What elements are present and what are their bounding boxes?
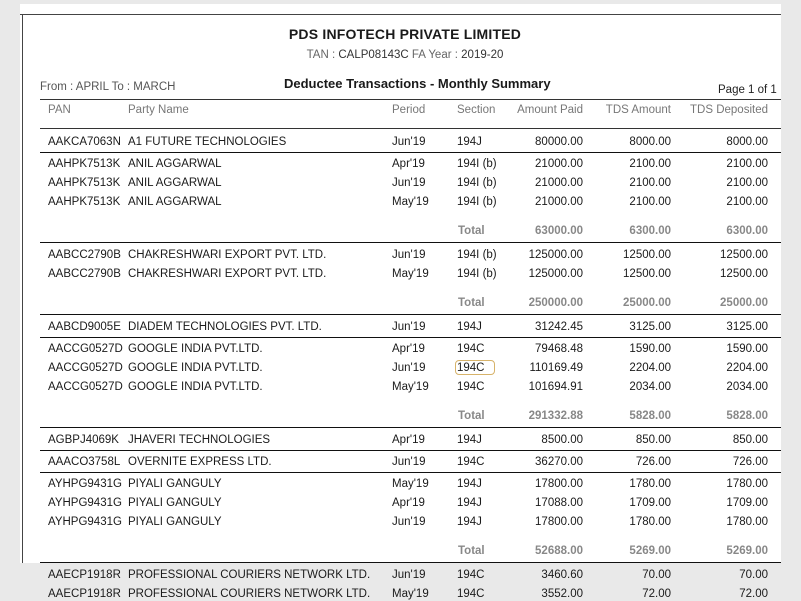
cell-section: 194C xyxy=(457,381,485,393)
cell-period: Jun'19 xyxy=(392,456,426,468)
cell-tds-deposited: 1780.00 xyxy=(726,516,768,528)
cell-pan: AAKCA7063N xyxy=(48,136,121,148)
cell-tds-deposited: 12500.00 xyxy=(720,249,768,261)
cell-party-name: ANIL AGGARWAL xyxy=(128,158,222,170)
cell-period: Apr'19 xyxy=(392,343,425,355)
total-label: Total xyxy=(458,297,485,309)
cell-tds-deposited: 1709.00 xyxy=(726,497,768,509)
cell-tds-deposited: 850.00 xyxy=(732,434,768,446)
cell-party-name: PIYALI GANGULY xyxy=(128,478,222,490)
cell-tds-amount: 12500.00 xyxy=(623,249,671,261)
cell-tds-deposited: 70.00 xyxy=(739,569,768,581)
cell-tds-amount: 72.00 xyxy=(642,588,671,600)
total-label: Total xyxy=(458,225,485,237)
cell-party-name: ANIL AGGARWAL xyxy=(128,177,222,189)
total-label: Total xyxy=(458,410,485,422)
header-col-pan: PAN xyxy=(48,104,71,116)
selected-cell-highlight[interactable] xyxy=(455,360,495,375)
cell-tds-deposited: 1590.00 xyxy=(726,343,768,355)
cell-pan: AYHPG9431G xyxy=(48,478,122,490)
total-tds-amount: 5269.00 xyxy=(629,545,671,557)
cell-tds-amount: 8000.00 xyxy=(629,136,671,148)
total-tds-deposited: 6300.00 xyxy=(726,225,768,237)
cell-section: 194J xyxy=(457,516,482,528)
cell-tds-amount: 2100.00 xyxy=(629,158,671,170)
cell-tds-amount: 2100.00 xyxy=(629,177,671,189)
cell-tds-amount: 2034.00 xyxy=(629,381,671,393)
tan-label: TAN : xyxy=(306,49,336,61)
cell-amount-paid: 21000.00 xyxy=(535,177,583,189)
cell-tds-deposited: 2100.00 xyxy=(726,177,768,189)
cell-pan: AACCG0527D xyxy=(48,362,123,374)
cell-section: 194J xyxy=(457,321,482,333)
tan-line xyxy=(20,49,790,61)
cell-tds-amount: 70.00 xyxy=(642,569,671,581)
header-top-rule xyxy=(40,99,788,100)
cell-pan: AYHPG9431G xyxy=(48,516,122,528)
total-tds-deposited: 25000.00 xyxy=(720,297,768,309)
cell-amount-paid: 21000.00 xyxy=(535,158,583,170)
cell-tds-amount: 850.00 xyxy=(635,434,671,446)
cell-section: 194I (b) xyxy=(457,249,497,261)
group-separator xyxy=(40,427,788,428)
cell-pan: AYHPG9431G xyxy=(48,497,122,509)
total-amount-paid: 250000.00 xyxy=(528,297,583,309)
cell-tds-deposited: 1780.00 xyxy=(726,478,768,490)
header-col-party-name: Party Name xyxy=(128,104,189,116)
cell-section: 194C xyxy=(457,588,485,600)
cell-pan: AAHPK7513K xyxy=(48,177,121,189)
cell-amount-paid: 101694.91 xyxy=(528,381,583,393)
cell-amount-paid: 3552.00 xyxy=(541,588,583,600)
cell-party-name: ANIL AGGARWAL xyxy=(128,196,222,208)
cell-party-name: JHAVERI TECHNOLOGIES xyxy=(128,434,271,446)
total-tds-deposited: 5269.00 xyxy=(726,545,768,557)
page-frame-left xyxy=(22,14,23,563)
report-title: Deductee Transactions - Monthly Summary xyxy=(284,76,551,91)
cell-party-name: GOOGLE INDIA PVT.LTD. xyxy=(128,343,263,355)
cell-amount-paid: 17088.00 xyxy=(535,497,583,509)
cell-tds-deposited: 2204.00 xyxy=(726,362,768,374)
cell-section: 194J xyxy=(457,497,482,509)
cell-tds-amount: 1780.00 xyxy=(629,516,671,528)
cell-period: May'19 xyxy=(392,478,429,490)
cell-period: Jun'19 xyxy=(392,177,426,189)
cell-pan: AAECP1918R xyxy=(48,569,121,581)
company-name: PDS INFOTECH PRIVATE LIMITED xyxy=(288,26,522,42)
header-col-section: Section xyxy=(457,104,496,116)
group-separator xyxy=(40,337,788,338)
cell-tds-amount: 726.00 xyxy=(635,456,671,468)
cell-tds-amount: 2204.00 xyxy=(629,362,671,374)
cell-pan: AAECP1918R xyxy=(48,588,121,600)
header-col-tds-amount: TDS Amount xyxy=(605,104,671,116)
cell-period: May'19 xyxy=(392,381,429,393)
cell-amount-paid: 80000.00 xyxy=(535,136,583,148)
cell-party-name: DIADEM TECHNOLOGIES PVT. LTD. xyxy=(128,321,322,333)
cell-pan: AABCD9005E xyxy=(48,321,121,333)
cell-amount-paid: 79468.48 xyxy=(535,343,583,355)
cell-period: Jun'19 xyxy=(392,136,426,148)
fy-label: FA Year : xyxy=(411,49,458,61)
cell-party-name: PIYALI GANGULY xyxy=(128,516,222,528)
cell-section: 194I (b) xyxy=(457,196,497,208)
group-separator xyxy=(40,450,788,451)
cell-amount-paid: 3460.60 xyxy=(541,569,583,581)
cell-tds-deposited: 2100.00 xyxy=(726,158,768,170)
cell-period: Apr'19 xyxy=(392,158,425,170)
total-amount-paid: 52688.00 xyxy=(535,545,583,557)
cell-pan: AABCC2790B xyxy=(48,249,121,261)
cell-period: Jun'19 xyxy=(392,569,426,581)
cell-period: Apr'19 xyxy=(392,497,425,509)
cell-tds-amount: 1709.00 xyxy=(629,497,671,509)
cell-amount-paid: 125000.00 xyxy=(528,249,583,261)
cell-tds-deposited: 12500.00 xyxy=(720,268,768,280)
cell-period: Jun'19 xyxy=(392,516,426,528)
cell-tds-amount: 1590.00 xyxy=(629,343,671,355)
cell-party-name: CHAKRESHWARI EXPORT PVT. LTD. xyxy=(128,268,327,280)
cell-section: 194C xyxy=(457,456,485,468)
cell-pan: AAHPK7513K xyxy=(48,158,121,170)
cell-tds-deposited: 72.00 xyxy=(739,588,768,600)
total-label: Total xyxy=(458,545,485,557)
cell-tds-amount: 12500.00 xyxy=(623,268,671,280)
group-separator xyxy=(40,314,788,315)
group-separator xyxy=(40,152,788,153)
cell-period: Jun'19 xyxy=(392,321,426,333)
cell-amount-paid: 8500.00 xyxy=(541,434,583,446)
cell-section: 194J xyxy=(457,434,482,446)
header-col-tds-deposited: TDS Deposited xyxy=(690,104,768,116)
cell-party-name: GOOGLE INDIA PVT.LTD. xyxy=(128,381,263,393)
cell-period: May'19 xyxy=(392,588,429,600)
total-amount-paid: 291332.88 xyxy=(528,410,583,422)
cell-tds-amount: 1780.00 xyxy=(629,478,671,490)
cell-tds-deposited: 2034.00 xyxy=(726,381,768,393)
cell-tds-amount: 3125.00 xyxy=(629,321,671,333)
cell-section: 194I (b) xyxy=(457,268,497,280)
cell-section: 194J xyxy=(457,136,482,148)
fy-value: 2019-20 xyxy=(461,49,504,61)
total-tds-amount: 5828.00 xyxy=(629,410,671,422)
cell-tds-deposited: 3125.00 xyxy=(726,321,768,333)
cell-amount-paid: 36270.00 xyxy=(535,456,583,468)
page-number: Page 1 of 1 xyxy=(718,84,777,96)
cell-pan: AGBPJ4069K xyxy=(48,434,119,446)
cell-pan: AACCG0527D xyxy=(48,343,123,355)
cell-pan: AACCG0527D xyxy=(48,381,123,393)
total-tds-amount: 25000.00 xyxy=(623,297,671,309)
group-separator xyxy=(40,472,788,473)
cell-section: 194C xyxy=(457,569,485,581)
cell-section: 194C xyxy=(457,343,485,355)
date-range: From : APRIL To : MARCH xyxy=(40,81,176,93)
cell-party-name: PROFESSIONAL COURIERS NETWORK LTD. xyxy=(128,569,371,581)
cell-period: Apr'19 xyxy=(392,434,425,446)
cell-amount-paid: 21000.00 xyxy=(535,196,583,208)
cell-period: May'19 xyxy=(392,268,429,280)
cell-amount-paid: 125000.00 xyxy=(528,268,583,280)
tan-value: CALP08143C xyxy=(338,49,409,61)
cell-party-name: A1 FUTURE TECHNOLOGIES xyxy=(128,136,287,148)
report-page xyxy=(20,4,788,600)
cell-pan: AAACO3758L xyxy=(48,456,121,468)
cell-tds-deposited: 726.00 xyxy=(732,456,768,468)
cell-tds-deposited: 8000.00 xyxy=(726,136,768,148)
cell-section: 194I (b) xyxy=(457,158,497,170)
cell-period: Jun'19 xyxy=(392,362,426,374)
cell-section: 194C xyxy=(457,362,485,374)
window-edge xyxy=(781,0,801,563)
cell-pan: AAHPK7513K xyxy=(48,196,121,208)
cell-party-name: PROFESSIONAL COURIERS NETWORK LTD. xyxy=(128,588,371,600)
cell-pan: AABCC2790B xyxy=(48,268,121,280)
cell-amount-paid: 17800.00 xyxy=(535,516,583,528)
cell-tds-amount: 2100.00 xyxy=(629,196,671,208)
cell-amount-paid: 31242.45 xyxy=(535,321,583,333)
header-bottom-rule xyxy=(40,128,788,129)
group-separator xyxy=(40,562,788,563)
cell-section: 194I (b) xyxy=(457,177,497,189)
cell-period: May'19 xyxy=(392,196,429,208)
header-col-amount-paid: Amount Paid xyxy=(517,104,583,116)
cell-party-name: GOOGLE INDIA PVT.LTD. xyxy=(128,362,263,374)
cell-amount-paid: 110169.49 xyxy=(529,362,583,374)
cell-section: 194J xyxy=(457,478,482,490)
cell-amount-paid: 17800.00 xyxy=(535,478,583,490)
total-tds-deposited: 5828.00 xyxy=(726,410,768,422)
cell-party-name: PIYALI GANGULY xyxy=(128,497,222,509)
cell-tds-deposited: 2100.00 xyxy=(726,196,768,208)
group-separator xyxy=(40,242,788,243)
cell-party-name: CHAKRESHWARI EXPORT PVT. LTD. xyxy=(128,249,327,261)
cell-period: Jun'19 xyxy=(392,249,426,261)
page-frame-top xyxy=(20,14,788,15)
total-amount-paid: 63000.00 xyxy=(535,225,583,237)
total-tds-amount: 6300.00 xyxy=(629,225,671,237)
cell-party-name: OVERNITE EXPRESS LTD. xyxy=(128,456,272,468)
header-col-period: Period xyxy=(392,104,426,116)
